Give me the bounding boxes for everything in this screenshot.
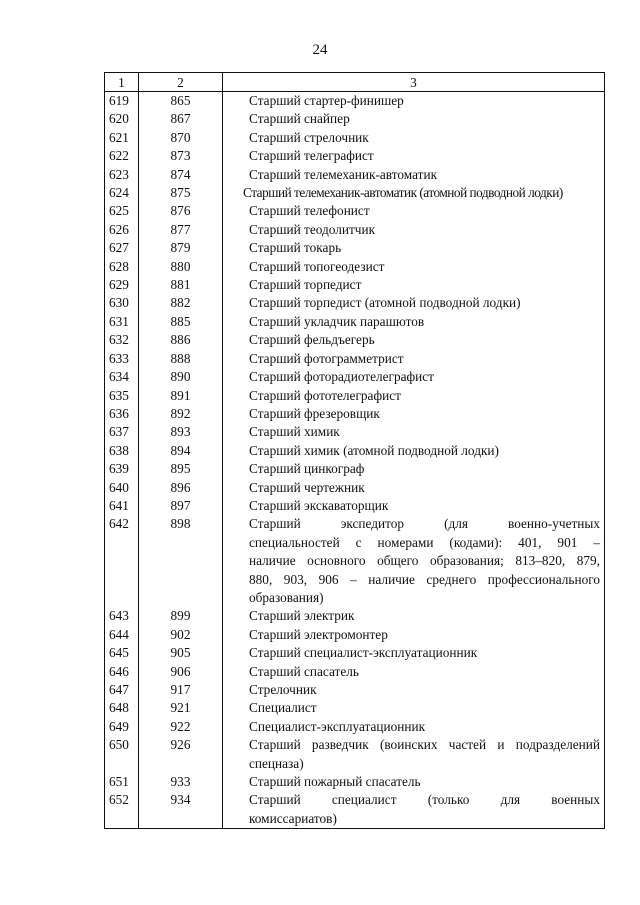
occupation-code: 890 (139, 368, 223, 386)
occupation-code: 905 (139, 644, 223, 662)
occupation-title: Старший телемеханик-автоматик (223, 166, 605, 184)
occupation-codes-table (104, 72, 605, 829)
row-number: 640 (105, 479, 139, 497)
row-number: 624 (105, 184, 139, 202)
occupation-title: Старший цинкограф (223, 460, 605, 478)
occupation-code: 865 (139, 92, 223, 111)
row-number: 631 (105, 313, 139, 331)
occupation-title: Старший фотограмметрист (223, 350, 605, 368)
table-row (105, 166, 605, 184)
row-number: 635 (105, 387, 139, 405)
row-number: 636 (105, 405, 139, 423)
occupation-code: 899 (139, 607, 223, 625)
occupation-title-line: Старший разведчик (воинских частей и подразделений (249, 737, 600, 753)
table-row (105, 368, 605, 386)
occupation-title: Старший спасатель (223, 663, 605, 681)
row-number: 644 (105, 626, 139, 644)
table-row (105, 350, 605, 368)
table-row (105, 294, 605, 312)
table-row (105, 607, 605, 625)
table-header-row (105, 73, 605, 92)
occupation-title: Старший электрик (223, 607, 605, 625)
row-number: 626 (105, 221, 139, 239)
occupation-title: Старший фоторадиотелеграфист (223, 368, 605, 386)
row-number: 632 (105, 331, 139, 349)
occupation-title-line: образования) (249, 589, 324, 605)
table-row (105, 202, 605, 220)
table-row (105, 663, 605, 681)
occupation-title-line: 880, 903, 906 – наличие среднего профессионального (249, 571, 600, 587)
occupation-title (223, 515, 605, 607)
occupation-code: 888 (139, 350, 223, 368)
occupation-code: 881 (139, 276, 223, 294)
occupation-title: Старший снайпер (223, 110, 605, 128)
row-number: 629 (105, 276, 139, 294)
row-number: 620 (105, 110, 139, 128)
occupation-title: Старший теодолитчик (223, 221, 605, 239)
row-number: 627 (105, 239, 139, 257)
table-row (105, 736, 605, 773)
occupation-title: Старший телеграфист (223, 147, 605, 165)
page-number: 24 (312, 42, 328, 58)
row-number: 625 (105, 202, 139, 220)
table-row (105, 497, 605, 515)
occupation-code: 874 (139, 166, 223, 184)
row-number: 622 (105, 147, 139, 165)
occupation-code: 886 (139, 331, 223, 349)
occupation-title: Старший пожарный спасатель (223, 773, 605, 791)
occupation-code: 891 (139, 387, 223, 405)
row-number: 619 (105, 92, 139, 111)
occupation-code: 879 (139, 239, 223, 257)
occupation-title: Старший топогеодезист (223, 258, 605, 276)
occupation-code: 922 (139, 718, 223, 736)
occupation-code: 894 (139, 442, 223, 460)
occupation-title: Специалист-эксплуатационник (223, 718, 605, 736)
occupation-title (223, 736, 605, 773)
table-row (105, 184, 605, 202)
table-row (105, 644, 605, 662)
occupation-code: 882 (139, 294, 223, 312)
table-row (105, 110, 605, 128)
occupation-code: 870 (139, 129, 223, 147)
row-number: 646 (105, 663, 139, 681)
row-number: 639 (105, 460, 139, 478)
occupation-code: 934 (139, 791, 223, 828)
occupation-code: 885 (139, 313, 223, 331)
occupation-code: 926 (139, 736, 223, 773)
occupation-code: 917 (139, 681, 223, 699)
occupation-code: 876 (139, 202, 223, 220)
table-row (105, 423, 605, 441)
column-header-3: 3 (223, 73, 605, 92)
row-number: 642 (105, 515, 139, 607)
occupation-code: 897 (139, 497, 223, 515)
table-row (105, 460, 605, 478)
occupation-title-line: специальностей с номерами (кодами): 401, 901 – (249, 534, 600, 550)
occupation-title-line: Старший специалист (только для военных (249, 792, 600, 808)
occupation-title-line: наличие основного общего образования; 813–820, 879, (249, 553, 600, 569)
occupation-title: Старший фельдъегерь (223, 331, 605, 349)
occupation-title (223, 791, 605, 828)
occupation-title: Старший фототелеграфист (223, 387, 605, 405)
occupation-title: Старший электромонтер (223, 626, 605, 644)
table-row (105, 405, 605, 423)
occupation-title: Старший экскаваторщик (223, 497, 605, 515)
row-number: 648 (105, 699, 139, 717)
occupation-title: Старший укладчик парашютов (223, 313, 605, 331)
row-number: 645 (105, 644, 139, 662)
occupation-code: 880 (139, 258, 223, 276)
occupation-title: Старший чертежник (223, 479, 605, 497)
occupation-title: Старший торпедист (223, 276, 605, 294)
occupation-code: 877 (139, 221, 223, 239)
row-number: 638 (105, 442, 139, 460)
column-header-2: 2 (139, 73, 223, 92)
table-row (105, 773, 605, 791)
table-row (105, 92, 605, 111)
row-number: 637 (105, 423, 139, 441)
occupation-code: 867 (139, 110, 223, 128)
occupation-title-line: Старший экспедитор (для военно-учетных (249, 516, 600, 532)
occupation-code: 892 (139, 405, 223, 423)
table-row (105, 791, 605, 828)
occupation-title: Старший стрелочник (223, 129, 605, 147)
occupation-title: Стрелочник (223, 681, 605, 699)
occupation-code: 898 (139, 515, 223, 607)
row-number: 649 (105, 718, 139, 736)
row-number: 623 (105, 166, 139, 184)
occupation-code: 906 (139, 663, 223, 681)
table-row (105, 313, 605, 331)
occupation-title: Старший фрезеровщик (223, 405, 605, 423)
table-row (105, 331, 605, 349)
table-row (105, 387, 605, 405)
occupation-code: 893 (139, 423, 223, 441)
occupation-title-line: комиссариатов) (249, 810, 337, 826)
occupation-title: Старший стартер-финишер (223, 92, 605, 111)
table-row (105, 239, 605, 257)
table-row (105, 258, 605, 276)
occupation-code: 902 (139, 626, 223, 644)
table-row (105, 626, 605, 644)
row-number: 650 (105, 736, 139, 773)
table-row (105, 442, 605, 460)
table-row (105, 129, 605, 147)
occupation-title: Старший торпедист (атомной подводной лодки) (223, 294, 605, 312)
occupation-code: 895 (139, 460, 223, 478)
occupation-code: 921 (139, 699, 223, 717)
row-number: 628 (105, 258, 139, 276)
row-number: 633 (105, 350, 139, 368)
table-row (105, 221, 605, 239)
table-body (105, 92, 605, 829)
row-number: 652 (105, 791, 139, 828)
occupation-code: 896 (139, 479, 223, 497)
table-row (105, 479, 605, 497)
row-number: 630 (105, 294, 139, 312)
row-number: 641 (105, 497, 139, 515)
row-number: 647 (105, 681, 139, 699)
occupation-title: Старший химик (223, 423, 605, 441)
occupation-title: Старший токарь (223, 239, 605, 257)
occupation-title: Старший телефонист (223, 202, 605, 220)
row-number: 643 (105, 607, 139, 625)
occupation-title: Старший специалист-эксплуатационник (223, 644, 605, 662)
table-row (105, 718, 605, 736)
row-number: 651 (105, 773, 139, 791)
table-row (105, 515, 605, 607)
occupation-title: Специалист (223, 699, 605, 717)
occupation-code: 933 (139, 773, 223, 791)
row-number: 621 (105, 129, 139, 147)
column-header-1: 1 (105, 73, 139, 92)
row-number: 634 (105, 368, 139, 386)
occupation-title-line: спецназа) (249, 755, 304, 771)
occupation-code: 873 (139, 147, 223, 165)
occupation-title: Старший телемеханик-автоматик (атомной подводной лодки) (223, 184, 605, 202)
occupation-code: 875 (139, 184, 223, 202)
table-row (105, 699, 605, 717)
table-row (105, 147, 605, 165)
occupation-title: Старший химик (атомной подводной лодки) (223, 442, 605, 460)
table-row (105, 681, 605, 699)
table-row (105, 276, 605, 294)
